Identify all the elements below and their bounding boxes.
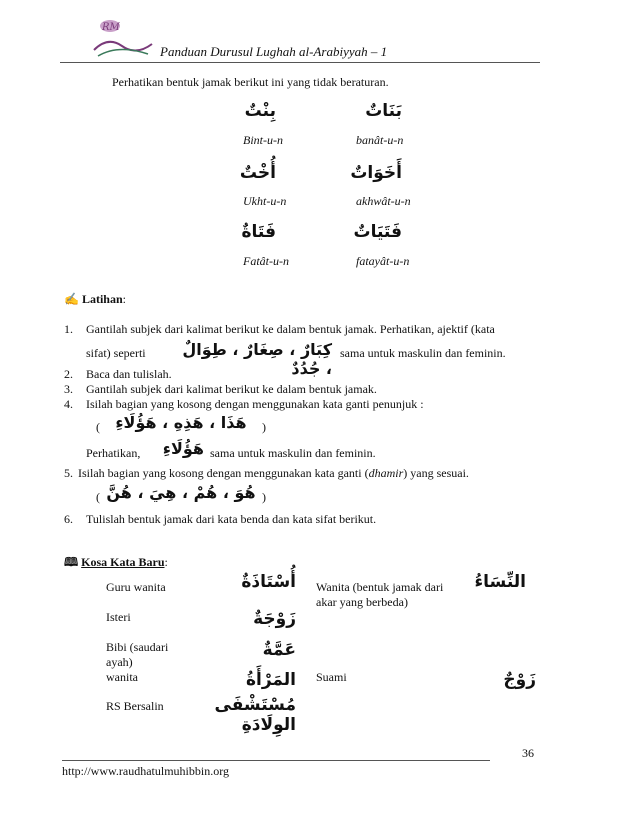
exercise-text: Isilah bagian yang kosong dengan menggunakan kata ganti penunjuk : <box>86 397 424 411</box>
plural-arabic: بَنَاتٌ <box>365 101 402 121</box>
singular-latin: Fatât-u-n <box>243 254 289 268</box>
vocab-arabic: مُسْتَشْفَى الوِلَادَةِ <box>214 695 296 735</box>
footer-rule <box>62 760 490 761</box>
page-number: 36 <box>522 746 534 760</box>
exercise-text: Tulislah bentuk jamak dari kata benda dan kata sifat berikut. <box>86 512 377 526</box>
footer-url[interactable]: http://www.raudhatulmuhibbin.org <box>62 764 229 778</box>
singular-latin: Bint-u-n <box>243 133 283 147</box>
vocab-arabic: زَوْجٌ <box>503 670 536 690</box>
singular-arabic: أُخْتٌ <box>239 163 276 183</box>
vocabulary-label: Kosa Kata Baru <box>81 555 165 569</box>
vocab-indonesian: Isteri <box>106 610 131 624</box>
bracket-close: ) <box>262 490 266 504</box>
plural-latin: banât-u-n <box>356 133 404 147</box>
exercise-text: Perhatikan, <box>86 446 141 460</box>
pencil-icon: ✍ <box>64 292 79 306</box>
plural-latin: akhwât-u-n <box>356 194 411 208</box>
bracket-close: ) <box>262 420 266 434</box>
singular-arabic: فَتَاةٌ <box>241 222 276 242</box>
bracket-open: ( <box>96 420 100 434</box>
exercise-text: Isilah bagian yang kosong dengan menggunakan kata ganti (dhamir) yang sesuai. <box>78 466 469 480</box>
singular-latin: Ukht-u-n <box>243 194 287 208</box>
publisher-logo <box>88 16 158 60</box>
pronoun-list-arabic: هُوَ ، هُمْ ، هِيَ ، هُنَّ <box>106 483 256 502</box>
exercise-number: 3. <box>64 382 73 396</box>
vocab-indonesian: wanita <box>106 670 138 684</box>
exercise-text: Gantilah subjek dari kalimat berikut ke dalam bentuk jamak. Perhatikan, ajektif (kata <box>86 322 495 336</box>
vocab-indonesian: Wanita (bentuk jamak dari akar yang berbeda) <box>316 580 444 609</box>
vocabulary-heading: 🕮 Kosa Kata Baru: <box>64 555 168 569</box>
vocab-indonesian: Bibi (saudari ayah) <box>106 640 169 669</box>
book-icon: 🕮 <box>64 555 79 569</box>
vocab-arabic: المَرْأَةُ <box>245 670 296 690</box>
exercise-number: 4. <box>64 397 73 411</box>
plural-latin: fatayât-u-n <box>356 254 410 268</box>
latihan-label: Latihan <box>81 292 123 306</box>
exercise-text: Gantilah subjek dari kalimat berikut ke dalam bentuk jamak. <box>86 382 377 396</box>
vocab-indonesian: Guru wanita <box>106 580 166 594</box>
intro-text: Perhatikan bentuk jamak berikut ini yang tidak beraturan. <box>112 75 389 89</box>
vocab-arabic: عَمَّةٌ <box>262 640 296 660</box>
bracket-open: ( <box>96 490 100 504</box>
vocab-arabic: زَوْجَةٌ <box>253 609 296 629</box>
exercise-number: 1. <box>64 322 73 336</box>
header-title: Panduan Durusul Lughah al-Arabiyyah – 1 <box>160 44 388 59</box>
svg-text:RM: RM <box>102 22 120 33</box>
exercise-number: 2. <box>64 367 73 381</box>
exercise-text: sifat) seperti <box>86 346 146 360</box>
demonstrative-list-arabic: هَذَا ، هَذِهِ ، هَؤُلَاءِ <box>115 413 247 432</box>
exercise-text: sama untuk maskulin dan feminin. <box>340 346 506 360</box>
vocab-indonesian: RS Bersalin <box>106 699 164 713</box>
exercise-number: 6. <box>64 512 73 526</box>
exercise-text: sama untuk maskulin dan feminin. <box>210 446 376 460</box>
plural-arabic: أَخَوَاتٌ <box>350 163 402 183</box>
vocab-indonesian: Suami <box>316 670 347 684</box>
header-rule <box>60 62 540 63</box>
exercise-text: Baca dan tulislah. <box>86 367 172 381</box>
vocab-arabic: النِّسَاءُ <box>474 572 526 592</box>
vocab-arabic: أُسْتَاذَةٌ <box>241 572 296 592</box>
adjective-list-arabic: كِبَارٌ ، صِغَارٌ ، طِوَالٌ ، جُدُدٌ <box>182 340 332 378</box>
latihan-heading: ✍ Latihan: <box>64 292 126 306</box>
singular-arabic: بِنْتٌ <box>244 101 276 121</box>
plural-arabic: فَتَيَاتٌ <box>353 222 402 242</box>
demonstrative-arabic: هَؤُلَاءِ <box>162 439 204 458</box>
exercise-number: 5. <box>64 466 73 480</box>
